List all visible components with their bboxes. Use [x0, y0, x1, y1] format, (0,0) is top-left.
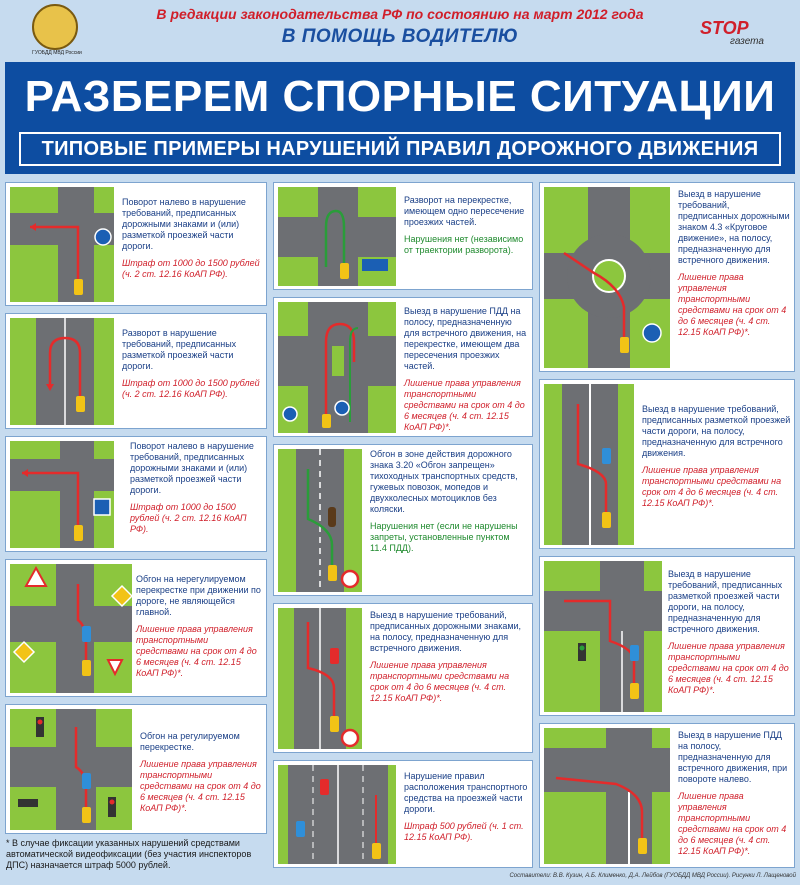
violation-card — [539, 182, 795, 372]
card-text — [370, 449, 528, 554]
penalty: Штраф от 1000 до 1500 рублей (ч. 2 ст. 12.16 КоАП РФ). — [130, 502, 247, 534]
violation-description: Выезд в нарушение ПДД на полосу, предназначенную для встречного движения, при повороте налево. — [678, 730, 788, 784]
scenario-illustration — [278, 302, 396, 433]
page-title: РАЗБЕРЕМ СПОРНЫЕ СИТУАЦИИ — [24, 72, 776, 121]
logo-caption: ГУОБДД МВД России — [32, 50, 82, 56]
scenario-illustration — [544, 384, 634, 545]
penalty: Лишение права управления транспортными средствами на срок от 4 до 6 месяцев (ч. 4 ст. 12.15 КоАП РФ)*. — [642, 465, 782, 508]
penalty: Штраф 500 рублей (ч. 1 ст. 12.15 КоАП РФ). — [404, 821, 524, 842]
card-text — [136, 574, 262, 679]
penalty: Штраф от 1000 до 1500 рублей (ч. 2 ст. 12.16 КоАП РФ). — [122, 258, 260, 279]
card-text — [404, 195, 528, 256]
verdict: Нарушения нет (независимо от траектории разворота). — [404, 234, 524, 255]
violation-description: Обгон на нерегулируемом перекрестке при движении по дороге, не являющейся главной. — [136, 574, 261, 617]
violation-description: Выезд в нарушение требований, предписанных дорожными знаками, на полосу, предназначенную для встречного движения. — [370, 610, 522, 653]
scenario-illustration — [10, 564, 132, 693]
verdict: Нарушения нет (если не нарушены запреты, установленные пунктом 11.4 ПДД). — [370, 521, 518, 553]
violation-description: Нарушение правил расположения транспортного средства на проезжей части дороги. — [404, 771, 528, 814]
penalty: Лишение права управления транспортными средствами на срок от 4 до 6 месяцев (ч. 4 ст. 12.15 КоАП РФ)*. — [668, 641, 789, 695]
scenario-illustration — [10, 318, 114, 425]
scenario-illustration — [10, 709, 132, 830]
violation-card — [273, 603, 533, 753]
scenario-illustration — [278, 187, 396, 286]
scenario-illustration — [544, 187, 670, 368]
scenario-illustration — [10, 441, 114, 548]
violation-card — [273, 760, 533, 868]
page-subtitle: ТИПОВЫЕ ПРИМЕРЫ НАРУШЕНИЙ ПРАВИЛ ДОРОЖНОГО ДВИЖЕНИЯ — [19, 132, 781, 166]
violation-card — [539, 379, 795, 549]
penalty: Лишение права управления транспортными средствами на срок от 4 до 6 месяцев (ч. 4 ст. 12.15 КоАП РФ)*. — [140, 759, 261, 813]
violation-description: Разворот в нарушение требований, предписанных разметкой проезжей части дороги. — [122, 328, 237, 371]
card-text — [140, 731, 262, 814]
card-text — [404, 771, 528, 843]
penalty: Лишение права управления транспортными средствами на срок от 4 до 6 месяцев (ч. 4 ст. 12.15 КоАП РФ)*. — [404, 378, 525, 432]
violation-card — [5, 704, 267, 834]
header — [0, 0, 800, 60]
penalty: Штраф от 1000 до 1500 рублей (ч. 2 ст. 12.16 КоАП РФ). — [122, 378, 260, 399]
violation-description: Поворот налево в нарушение требований, предписанных дорожными знаками и (или) разметкой проезжей части дороги. — [122, 197, 246, 251]
penalty: Лишение права управления транспортными средствами на срок от 4 до 6 месяцев (ч. 4 ст. 12.15 КоАП РФ)*. — [678, 272, 787, 337]
violation-description: Обгон в зоне действия дорожного знака 3.20 «Обгон запрещен» тихоходных транспортных средств, гужевых повозок, мопедов и двухколесных мотоциклов без коляски. — [370, 449, 518, 514]
violation-card — [5, 559, 267, 697]
scenario-illustration — [10, 187, 114, 302]
title-banner — [5, 62, 795, 174]
violation-card — [5, 436, 267, 552]
violation-description: Выезд в нарушение требований, предписанных разметкой проезжей части дороги, на полосу, предназначенную для встречного движения. — [668, 569, 783, 634]
gazeta-logo: газета — [730, 36, 764, 47]
card-text — [668, 569, 792, 696]
penalty: Лишение права управления транспортными средствами на срок от 4 до 6 месяцев (ч. 4 ст. 12.15 КоАП РФ)*. — [136, 624, 257, 678]
stop-logo: STOP — [700, 18, 749, 38]
violation-description: Выезд в нарушение ПДД на полосу, предназначенную для встречного движения, на перекрестке, имеющем два пересечения проезжих частей. — [404, 306, 527, 371]
violation-card — [273, 444, 533, 596]
scenario-illustration — [278, 608, 362, 749]
police-emblem-logo — [32, 4, 78, 50]
penalty: Лишение права управления транспортными средствами на срок от 4 до 6 месяцев (ч. 4 ст. 12.15 КоАП РФ)*. — [370, 660, 510, 703]
card-text — [370, 610, 528, 704]
card-text — [404, 306, 528, 433]
violation-description: Разворот на перекрестке, имеющем одно пересечение проезжих частей. — [404, 195, 525, 227]
credits: Составители: В.В. Кузин, А.Б. Клименко, Д.А. Лейбов (ГУОБДД МВД России). Рисунки Л. Лащеновой — [509, 873, 796, 879]
edition-note: В редакции законодательства РФ по состоянию на март 2012 года — [156, 6, 644, 22]
scenario-illustration — [278, 765, 396, 864]
violation-card — [5, 182, 267, 306]
card-text — [122, 328, 262, 400]
penalty: Лишение права управления транспортными средствами на срок от 4 до 6 месяцев (ч. 4 ст. 12.15 КоАП РФ)*. — [678, 791, 787, 856]
violation-description: Выезд в нарушение требований, предписанных дорожными знаком 4.3 «Круговое движение», на полосу, предназначенную для встречного движения. — [678, 189, 790, 265]
card-text — [642, 404, 792, 509]
violation-description: Поворот налево в нарушение требований, предписанных дорожными знаками и (или) разметкой проезжей части дороги. — [130, 441, 254, 495]
violation-card — [539, 556, 795, 716]
scenario-illustration — [544, 561, 662, 712]
violation-card — [5, 313, 267, 429]
violation-description: Обгон на регулируемом перекрестке. — [140, 731, 240, 752]
card-text — [678, 730, 792, 857]
scenario-illustration — [278, 449, 362, 592]
violation-card — [273, 182, 533, 290]
violation-card — [273, 297, 533, 437]
footnote: * В случае фиксации указанных нарушений средствами автоматической видеофиксации (без участия инспекторов ДПС) назначается штраф 5000 рублей. — [6, 838, 252, 870]
violation-card — [539, 723, 795, 868]
card-text — [122, 197, 262, 280]
violation-description: Выезд в нарушение требований, предписанных разметкой проезжей части дороги, на полосу, предназначенную для встречного движения. — [642, 404, 791, 458]
card-text — [678, 189, 792, 338]
section-title: В ПОМОЩЬ ВОДИТЕЛЮ — [281, 26, 519, 47]
card-text — [130, 441, 262, 535]
scenario-illustration — [544, 728, 670, 864]
